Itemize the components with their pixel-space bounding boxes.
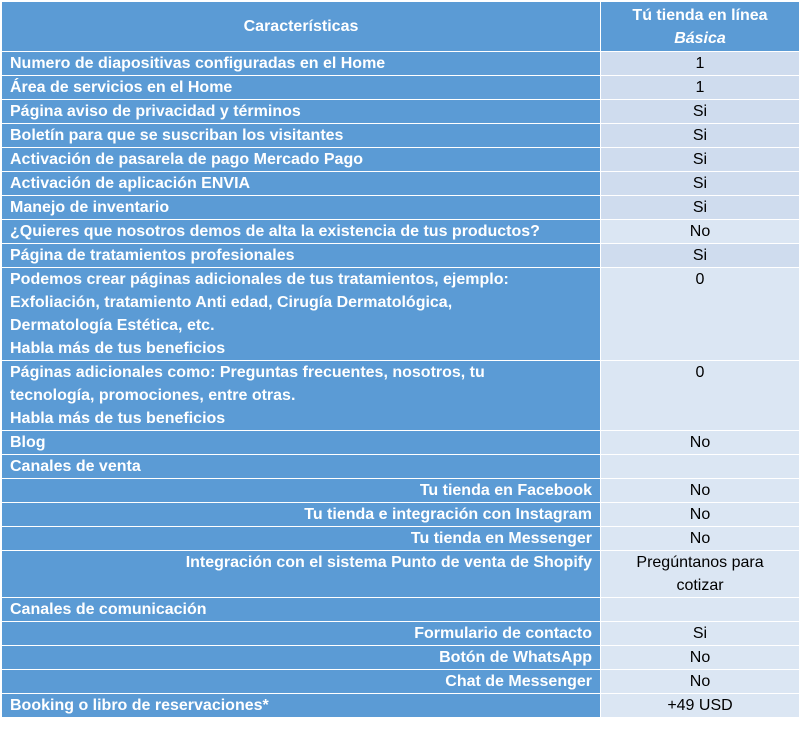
section-heading: Canales de venta	[2, 455, 601, 479]
feature-line: Exfoliación, tratamiento Anti edad, Cirugía Dermatológica,	[10, 294, 453, 311]
value-cell: +49 USD	[601, 694, 800, 718]
value-line: cotizar	[676, 577, 724, 594]
value-cell: 0	[601, 268, 800, 361]
value-cell: Si	[601, 124, 800, 148]
table-row	[2, 196, 800, 220]
table-row	[2, 646, 800, 670]
table-row	[2, 622, 800, 646]
value-cell: No	[601, 431, 800, 455]
table-row	[2, 52, 800, 76]
table-row	[2, 694, 800, 718]
value-cell: No	[601, 220, 800, 244]
feature-cell: Tu tienda en Messenger	[2, 527, 601, 551]
feature-cell: Activación de pasarela de pago Mercado Pago	[2, 148, 601, 172]
features-table	[1, 1, 800, 718]
table-row	[2, 479, 800, 503]
value-cell: 1	[601, 52, 800, 76]
value-cell: Si	[601, 172, 800, 196]
table-header-row	[2, 2, 800, 52]
value-cell: No	[601, 670, 800, 694]
feature-cell	[2, 268, 601, 361]
plan-column-header	[601, 2, 800, 52]
feature-line: Habla más de tus beneficios	[10, 410, 226, 427]
feature-cell: Booking o libro de reservaciones*	[2, 694, 601, 718]
feature-line: tecnología, promociones, entre otras.	[10, 387, 296, 404]
plan-tier: Básica	[674, 29, 726, 47]
value-cell: Si	[601, 622, 800, 646]
feature-cell: Tu tienda e integración con Instagram	[2, 503, 601, 527]
feature-line: Páginas adicionales como: Preguntas frecuentes, nosotros, tu	[10, 364, 485, 381]
table-row	[2, 100, 800, 124]
feature-cell: Integración con el sistema Punto de venta de Shopify	[2, 551, 601, 598]
value-cell: Si	[601, 100, 800, 124]
value-cell	[601, 551, 800, 598]
table-row	[2, 551, 800, 598]
feature-line: Podemos crear páginas adicionales de tus tratamientos, ejemplo:	[10, 271, 509, 288]
value-cell: No	[601, 646, 800, 670]
value-cell: 0	[601, 361, 800, 431]
feature-cell: Blog	[2, 431, 601, 455]
feature-cell: Página aviso de privacidad y términos	[2, 100, 601, 124]
table-row	[2, 670, 800, 694]
table-row	[2, 361, 800, 431]
value-cell: Si	[601, 196, 800, 220]
feature-cell: Área de servicios en el Home	[2, 76, 601, 100]
feature-cell: Formulario de contacto	[2, 622, 601, 646]
feature-cell: Chat de Messenger	[2, 670, 601, 694]
section-heading: Canales de comunicación	[2, 598, 601, 622]
table-row	[2, 598, 800, 622]
value-cell: Si	[601, 148, 800, 172]
table-row	[2, 148, 800, 172]
table-row	[2, 268, 800, 361]
table-row	[2, 455, 800, 479]
feature-column-header: Características	[2, 2, 601, 52]
feature-cell: Página de tratamientos profesionales	[2, 244, 601, 268]
value-cell: No	[601, 479, 800, 503]
feature-cell: Activación de aplicación ENVIA	[2, 172, 601, 196]
table-row	[2, 431, 800, 455]
plan-name: Tú tienda en línea	[632, 6, 768, 24]
feature-cell: ¿Quieres que nosotros demos de alta la existencia de tus productos?	[2, 220, 601, 244]
feature-line: Habla más de tus beneficios	[10, 340, 226, 357]
table-row	[2, 76, 800, 100]
feature-cell: Botón de WhatsApp	[2, 646, 601, 670]
table-row	[2, 244, 800, 268]
value-cell: Si	[601, 244, 800, 268]
table-row	[2, 172, 800, 196]
value-cell	[601, 598, 800, 622]
feature-cell: Boletín para que se suscriban los visitantes	[2, 124, 601, 148]
feature-cell	[2, 361, 601, 431]
value-cell: No	[601, 527, 800, 551]
value-line: Pregúntanos para	[636, 554, 764, 571]
value-cell	[601, 455, 800, 479]
value-cell: No	[601, 503, 800, 527]
table-row	[2, 124, 800, 148]
table-row	[2, 527, 800, 551]
table-row	[2, 220, 800, 244]
feature-cell: Manejo de inventario	[2, 196, 601, 220]
feature-line: Dermatología Estética, etc.	[10, 317, 215, 334]
feature-cell: Numero de diapositivas configuradas en el Home	[2, 52, 601, 76]
feature-cell: Tu tienda en Facebook	[2, 479, 601, 503]
table-row	[2, 503, 800, 527]
value-cell: 1	[601, 76, 800, 100]
